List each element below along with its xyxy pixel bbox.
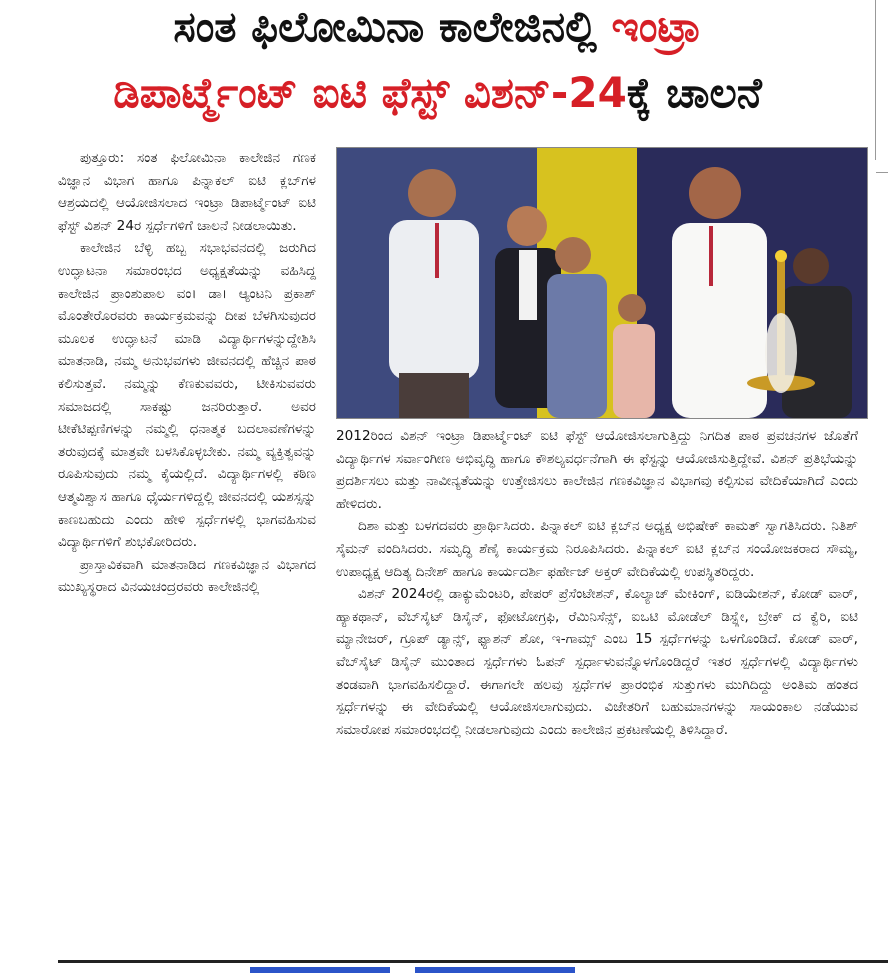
event-photo — [336, 147, 868, 419]
paragraph: ಪ್ರಾಸ್ತಾವಿಕವಾಗಿ ಮಾತನಾಡಿದ ಗಣಕವಿಜ್ಞಾನ ವಿಭಾಗದ ಮುಖ್ಯಸ್ಥರಾದ ವಿನಯಚಂದ್ರರವರು ಕಾಲೇಜಿನಲ್ಲಿ — [58, 556, 316, 596]
headline-part-black: ಸಂತ ಫಿಲೋಮಿನಾ ಕಾಲೇಜಿನಲ್ಲಿ — [173, 2, 612, 51]
right-edge-rule — [876, 172, 888, 173]
headline-part-black-2: ಕ್ಕೆ ಚಾಲನೆ — [626, 68, 762, 117]
article-right-column — [336, 425, 858, 741]
next-article-bar-right — [415, 967, 575, 973]
headline-part-red: ಇಂಟ್ರಾ — [611, 2, 702, 51]
bottom-rule — [58, 960, 888, 963]
paragraph: ದಿಶಾ ಮತ್ತು ಬಳಗದವರು ಪ್ರಾರ್ಥಿಸಿದರು. ಪಿನ್ನಾಕಲ್ ಐಟಿ ಕ್ಲಬ್‌ನ ಅಧ್ಯಕ್ಷ ಅಭಿಷೇಕ್ ಕಾಮತ್ ಸ್ವಾಗತಿಸಿದರು. ನಿತಿಶ್ ಸೈಮನ್ ವಂದಿಸಿದರು. ಸಮೃದ್ಧಿ ಶೆಣೈ ಕಾರ್ಯಕ್ರಮ ನಿರೂಪಿಸಿದರು. ಪಿನ್ನಾಕಲ್ ಐಟಿ ಕ್ಲಬ್‌ನ ಸಂಯೋಜಕರಾದ ಸೌಮ್ಯ, ಉಪಾಧ್ಯಕ್ಷ ಆದಿತ್ಯ ದಿನೇಶ್ ಹಾಗೂ ಕಾರ್ಯದರ್ಶಿ ಫರ್ಹೇಜ್ ಅಕ್ತರ್ ವೇದಿಕೆಯಲ್ಲಿ ಉಪಸ್ಥಿತರಿದ್ದರು. — [336, 518, 858, 580]
next-article-bar-left — [250, 967, 390, 973]
headline-part-red-2: ಡಿಪಾರ್ಟ್ಮೆಂಟ್ ಐಟಿ ಫೆಸ್ಟ್ ವಿಶನ್-24 — [113, 68, 627, 117]
paragraph: ಕಾಲೇಜಿನ ಬೆಳ್ಳಿ ಹಬ್ಬ ಸಭಾಭವನದಲ್ಲಿ ಜರುಗಿದ ಉದ್ಘಾಟನಾ ಸಮಾರಂಭದ ಅಧ್ಯಕ್ಷತೆಯನ್ನು ವಹಿಸಿದ್ದ ಕಾಲೇಜಿನ ಪ್ರಾಂಶುಪಾಲ ವಂ। ಡಾ। ಆ್ಯಂಟನಿ ಪ್ರಕಾಶ್ ಮೊಂತೇರೊರವರು ಕಾರ್ಯಕ್ರಮವನ್ನು ದೀಪ ಬೆಳಗಿಸುವುದರ ಮೂಲಕ ಉದ್ಘಾಟನೆ ಮಾಡಿ ವಿದ್ಯಾರ್ಥಿಗಳನ್ನುದ್ದೇಶಿಸಿ ಮಾತನಾಡಿ, ನಮ್ಮ ಅನುಭವಗಳು ಜೀವನದಲ್ಲಿ ಹೆಚ್ಚಿನ ಪಾಠ ಕಲಿಸುತ್ತವೆ. ನಮ್ಮನ್ನು ಕೆಣಕುವವರು, ಟೀಕಿಸುವವರು ಸಮಾಜದಲ್ಲಿ ಸಾಕಷ್ಟು ಜನರಿರುತ್ತಾರೆ. ಅವರ ಟೀಕೆಟಿಪ್ಪಣಿಗಳನ್ನು ನಮ್ಮಲ್ಲಿ ಧನಾತ್ಮಕ ಬದಲಾವಣೆಗಳನ್ನು ತರುವುದಕ್ಕೆ ಮಾತ್ರವೇ ಬಳಸಿಕೊಳ್ಳಬೇಕು. ನಮ್ಮ ವ್ಯಕ್ತಿತ್ವವನ್ನು ರೂಪಿಸುವುದು ನಮ್ಮ ಕೈಯಲ್ಲಿದೆ. ವಿದ್ಯಾರ್ಥಿಗಳಲ್ಲಿ ಕಠಿಣ ಆತ್ಮವಿಶ್ವಾಸ ಹಾಗೂ ಧೈರ್ಯಗಳಿದ್ದಲ್ಲಿ ಜೀವನದಲ್ಲಿ ಯಶಸ್ಸನ್ನು ಕಾಣಬಹುದು ಎಂದು ಹೇಳಿ ಸ್ಪರ್ಧೆಗಳಲ್ಲಿ ಭಾಗವಹಿಸುವ ವಿದ್ಯಾರ್ಥಿಗಳಿಗೆ ಶುಭಕೋರಿದರು. — [58, 240, 316, 551]
paragraph: ವಿಶನ್ 2024ರಲ್ಲಿ ಡಾಕ್ಯುಮೆಂಟರಿ, ಪೇಪರ್ ಪ್ರೆಸೆಂಟೇಶನ್, ಕೊಲ್ಯಾಜ್ ಮೇಕಿಂಗ್, ಐಡಿಯೇಶನ್, ಕೋಡ್ ವಾರ್, ಹ್ಯಾಕಥಾನ್, ವೆಬ್‌ಸೈಟ್ ಡಿಸೈನ್, ಫೋಟೋಗ್ರಫಿ, ರೆಮಿನಿಸೆನ್ಸ್, ಐಒಟಿ ಮೋಡೆಲ್ ಡಿಸ್ಪ್ಲೇ, ಬ್ರೇಕ್ ದ ಕ್ವೆರಿ, ಐಟಿ ಮ್ಯಾನೇಜರ್, ಗ್ರೂಪ್ ಡ್ಯಾನ್ಸ್, ಫ್ಯಾಶನ್ ಶೋ, ಇ-ಗಾಮ್ಸ್ ಎಂಬ 15 ಸ್ಪರ್ಧೆಗಳನ್ನು ಒಳಗೊಂಡಿದೆ. ಕೋಡ್ ವಾರ್, ವೆಬ್‌ಸೈಟ್ ಡಿಸೈನ್ ಮುಂತಾದ ಸ್ಪರ್ಧೆಗಳು ಓಪನ್ ಸ್ಪರ್ಧಾಳುವನ್ನೊಳಗೊಂಡಿದ್ದರೆ ಇತರ ಸ್ಪರ್ಧೆಗಳಲ್ಲಿ ವಿದ್ಯಾರ್ಥಿಗಳು ತಂಡವಾಗಿ ಭಾಗವಹಿಸಲಿದ್ದಾರೆ. ಈಗಾಗಲೇ ಹಲವು ಸ್ಪರ್ಧೆಗಳ ಪ್ರಾರಂಭಿಕ ಸುತ್ತುಗಳು ಮುಗಿದಿದ್ದು ಅಂತಿಮ ಹಂತದ ಸ್ಪರ್ಧೆಗಳನ್ನು ಈ ವೇದಿಕೆಯಲ್ಲಿ ಆಯೋಜಿಸಲಾಗುವುದು. ವಿಜೇತರಿಗೆ ಬಹುಮಾನಗಳನ್ನು ಸಾಯಂಕಾಲ ನಡೆಯುವ ಸಮಾರೋಪ ಸಮಾರಂಭದಲ್ಲಿ ನೀಡಲಾಗುವುದು ಎಂದು ಕಾಲೇಜಿನ ಪ್ರಕಟಣೆಯಲ್ಲಿ ತಿಳಿಸಿದ್ದಾರೆ. — [336, 586, 858, 738]
headline-line-2 — [10, 68, 865, 117]
right-edge-divider — [875, 0, 876, 160]
article-left-column — [58, 147, 316, 599]
paragraph: ಪುತ್ತೂರು: ಸಂತ ಫಿಲೋಮಿನಾ ಕಾಲೇಜಿನ ಗಣಕ ವಿಜ್ಞಾನ ವಿಭಾಗ ಹಾಗೂ ಪಿನ್ನಾಕಲ್ ಐಟಿ ಕ್ಲಬ್‌ಗಳ ಆಶ್ರಯದಲ್ಲಿ ಆಯೋಜಿಸಲಾದ ಇಂಟ್ರಾ ಡಿಪಾರ್ಟ್ಮೆಂಟ್ ಐಟಿ ಫೆಸ್ಟ್ ವಿಶನ್ 24ರ ಸ್ಪರ್ಧೆಗಳಿಗೆ ಚಾಲನೆ ನೀಡಲಾಯಿತು. — [58, 150, 316, 234]
paragraph: 2012ರಿಂದ ವಿಶನ್ ಇಂಟ್ರಾ ಡಿಪಾರ್ಟ್ಮೆಂಟ್ ಐಟಿ ಫೆಸ್ಟ್ ಆಯೋಜಿಸಲಾಗುತ್ತಿದ್ದು ನಿಗದಿತ ಪಾಠ ಪ್ರವಚನಗಳ ಜೊತೆಗೆ ವಿದ್ಯಾರ್ಥಿಗಳ ಸರ್ವಾಂಗೀಣ ಅಭಿವೃದ್ಧಿ ಹಾಗೂ ಕೌಶಲ್ಯವರ್ಧನೆಗಾಗಿ ಈ ಫೆಸ್ಟನ್ನು ಆಯೋಜಿಸುತ್ತಿದ್ದೇವೆ. ವಿಶನ್ ಪ್ರತಿಭೆಯನ್ನು ಪ್ರದರ್ಶಿಸಲು ಮತ್ತು ನಾವೀನ್ಯತೆಯನ್ನು ಉತ್ತೇಜಿಸಲು ಕಾಲೇಜಿನ ಗಣಕವಿಜ್ಞಾನ ವಿಭಾಗವು ಕಲ್ಪಿಸುವ ವೇದಿಕೆಯಾಗಿದೆ ಎಂದು ಹೇಳಿದರು. — [336, 428, 858, 512]
lamp-lighting-photo-icon — [337, 148, 867, 418]
headline-line-1 — [10, 2, 865, 51]
